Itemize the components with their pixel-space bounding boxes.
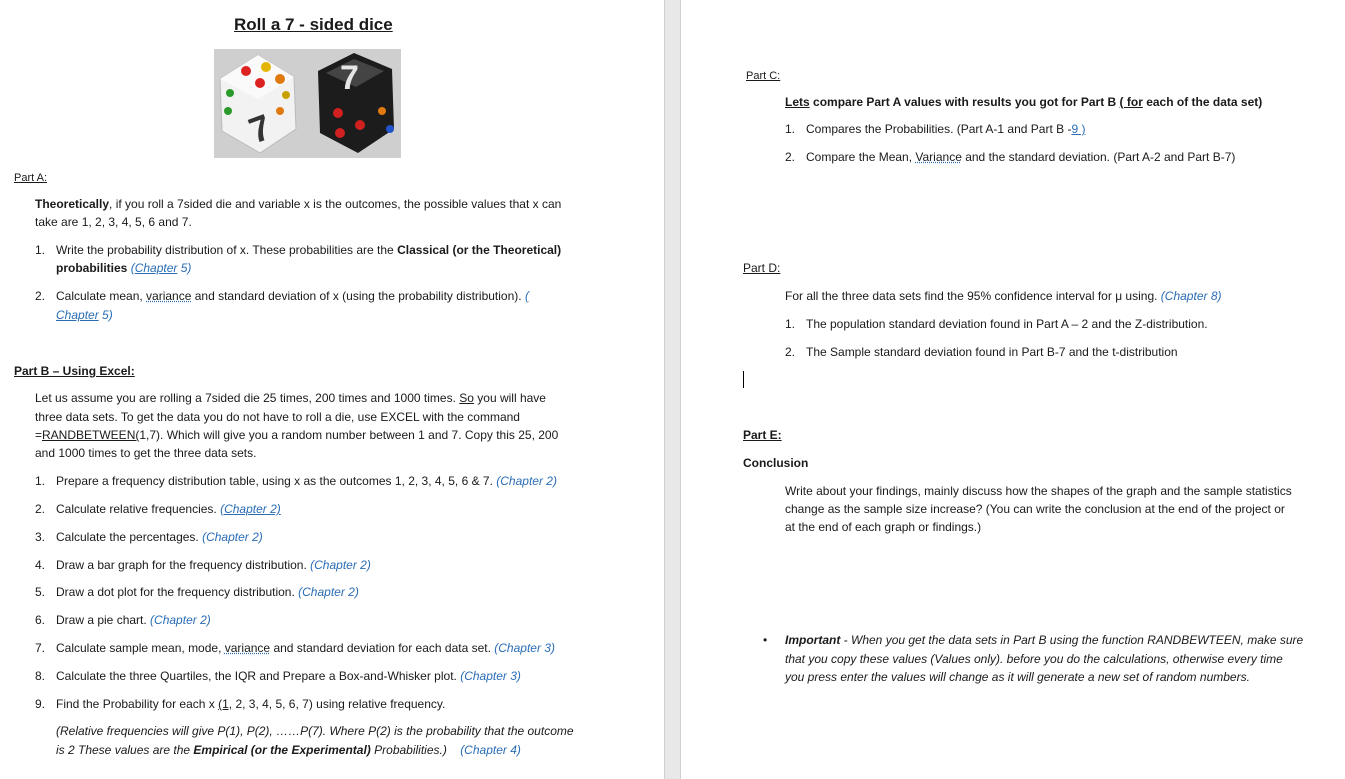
part-a-item-2-line2: Chapter 5) <box>56 308 113 322</box>
part-a-intro-line1: Theoretically, if you roll a 7sided die and variable x is the outcomes, the possible values that x can <box>35 197 562 211</box>
conclusion-line2: change as the sample size increase? (You can write the conclusion at the end of the project or <box>785 502 1285 516</box>
part-b-para-line3: =RANDBETWEEN(1,7). Which will give you a random number between 1 and 7. Copy this 25, 200 <box>35 428 559 442</box>
part-e-heading: Part E: <box>743 428 782 442</box>
part-b-para-line2: three data sets. To get the data you do not have to roll a die, use EXCEL with the command <box>35 410 520 424</box>
page-gutter <box>664 0 681 779</box>
part-c-intro: Lets compare Part A values with results you got for Part B ( for each of the data set) <box>785 95 1263 109</box>
part-d-intro: For all the three data sets find the 95% confidence interval for μ using. (Chapter 8) <box>785 289 1222 303</box>
important-line1: Important - When you get the data sets in Part B using the function RANDBEWTEEN, make sure <box>785 633 1304 647</box>
part-b-para-line4: and 1000 times to get the three data sets. <box>35 446 257 460</box>
svg-text:7: 7 <box>243 105 277 152</box>
part-c-item-1: 1. Compares the Probabilities. (Part A-1 and Part B -9 ) <box>785 122 1086 136</box>
conclusion-label: Conclusion <box>743 456 809 470</box>
document-title: Roll a 7 - sided dice <box>234 15 393 34</box>
part-c-heading: Part C: <box>746 70 781 82</box>
part-d-heading: Part D: <box>743 261 781 275</box>
dice-image <box>214 49 401 158</box>
part-b-item-4: 4. Draw a bar graph for the frequency distribution. (Chapter 2) <box>35 558 371 572</box>
part-b-item-3: 3. Calculate the percentages. (Chapter 2) <box>35 530 263 544</box>
important-bullet: • <box>763 633 768 647</box>
part-b-item-6: 6. Draw a pie chart. (Chapter 2) <box>35 613 211 627</box>
part-b-note-line1: (Relative frequencies will give P(1), P(2), ……P(7). Where P(2) is the probability that the outcome <box>56 724 574 738</box>
part-b-item-8: 8. Calculate the three Quartiles, the IQR and Prepare a Box-and-Whisker plot. (Chapter 3) <box>35 669 521 683</box>
part-b-para-line1: Let us assume you are rolling a 7sided die 25 times, 200 times and 1000 times. So you will have <box>35 391 546 405</box>
right-page <box>681 0 1345 779</box>
part-a-item-1-line2: probabilities (Chapter 5) <box>56 261 192 275</box>
part-b-item-5: 5. Draw a dot plot for the frequency distribution. (Chapter 2) <box>35 585 359 599</box>
part-b-heading: Part B – Using Excel: <box>14 364 135 378</box>
part-a-intro-line2: take are 1, 2, 3, 4, 5, 6 and 7. <box>35 215 192 229</box>
part-a-heading: Part A: <box>14 172 48 184</box>
conclusion-line3: at the end of each graph or findings.) <box>785 520 982 534</box>
part-a-item-1-line1: 1. Write the probability distribution of x. These probabilities are the Classical (or the Theoretical) <box>35 243 562 257</box>
part-b-item-1: 1. Prepare a frequency distribution table, using x as the outcomes 1, 2, 3, 4, 5, 6 & 7. (Chapter 2) <box>35 474 557 488</box>
svg-text:7: 7 <box>340 59 359 97</box>
part-b-item-7: 7. Calculate sample mean, mode, variance and standard deviation for each data set. (Chapter 3) <box>35 641 555 655</box>
part-d-item-2: 2. The Sample standard deviation found in Part B-7 and the t-distribution <box>785 345 1178 359</box>
conclusion-line1: Write about your findings, mainly discuss how the shapes of the graph and the sample statistics <box>785 484 1292 498</box>
part-b-note-line2: is 2 These values are the Empirical (or the Experimental) Probabilities.) (Chapter 4) <box>56 743 521 757</box>
part-a-item-2-line1: 2. Calculate mean, variance and standard deviation of x (using the probability distribution). ( <box>35 289 529 303</box>
left-page <box>0 0 664 779</box>
part-c-item-2: 2. Compare the Mean, Variance and the standard deviation. (Part A-2 and Part B-7) <box>785 150 1236 164</box>
important-line3: you press enter the values will change as it will generate a new set of random numbers. <box>785 670 1250 684</box>
important-line2: that you copy these values (Values only). before you do the calculations, otherwise every time <box>785 652 1283 666</box>
part-b-item-9: 9. Find the Probability for each x (1, 2, 3, 4, 5, 6, 7) using relative frequency. <box>35 697 446 711</box>
part-b-item-2: 2. Calculate relative frequencies. (Chapter 2) <box>35 502 281 516</box>
part-d-item-1: 1. The population standard deviation found in Part A – 2 and the Z-distribution. <box>785 317 1208 331</box>
text-cursor <box>743 371 744 388</box>
